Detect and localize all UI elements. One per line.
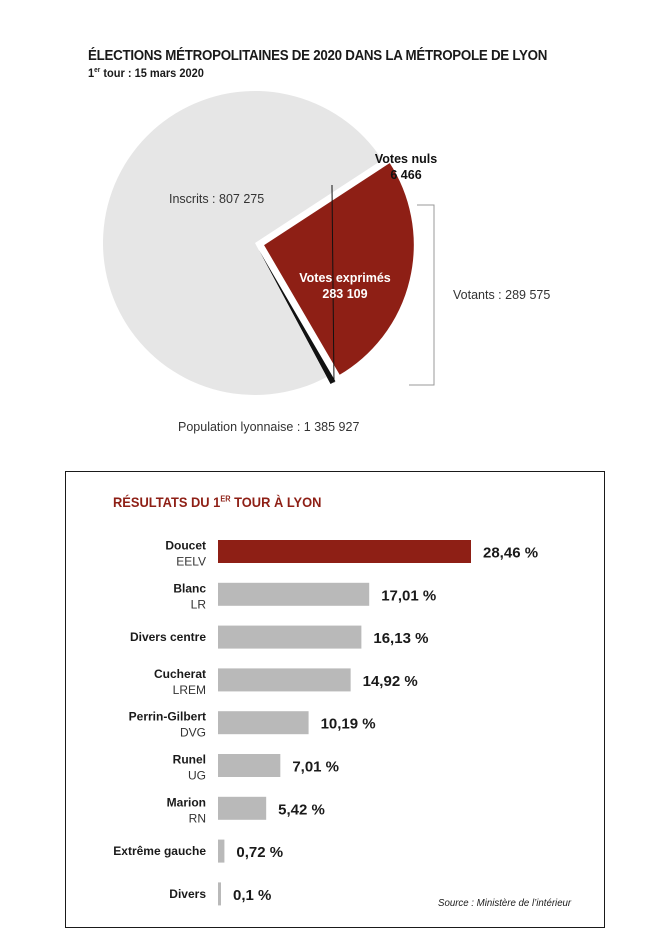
- results-title-pre: RÉSULTATS DU 1: [113, 494, 221, 510]
- bars: [113, 539, 538, 906]
- nuls-label: Votes nuls: [374, 152, 438, 166]
- bar: [218, 583, 369, 606]
- exprimes-value: 283 109: [322, 287, 368, 301]
- bar-value-label: 10,19 %: [320, 715, 376, 733]
- bar: [218, 711, 309, 734]
- population-label: Population lyonnaise : 1 385 927: [178, 420, 360, 434]
- subtitle-ordinal: 1: [88, 66, 95, 80]
- bar-party-label: EELV: [176, 554, 206, 569]
- nuls-value: 6 466: [390, 168, 422, 182]
- bar: [218, 797, 266, 820]
- bar-category-label: Divers centre: [129, 630, 206, 645]
- bar-party-label: LREM: [172, 682, 206, 697]
- bar-party-label: DVG: [179, 725, 206, 740]
- bar: [218, 882, 221, 905]
- bar-category-label: Runel: [172, 752, 206, 767]
- results-title-post: TOUR À LYON: [230, 494, 322, 510]
- bar-value-label: 7,01 %: [292, 758, 340, 776]
- bar-category-label: Doucet: [165, 538, 206, 553]
- bar: [218, 668, 351, 691]
- bar-party-label: RN: [188, 811, 206, 826]
- bar-category-label: Divers: [169, 886, 206, 901]
- bar-category-label: Extrême gauche: [113, 844, 206, 859]
- bar-value-label: 16,13 %: [373, 630, 429, 648]
- bar-value-label: 0,72 %: [236, 844, 284, 862]
- bar-category-label: Perrin-Gilbert: [128, 709, 206, 724]
- bar: [218, 626, 361, 649]
- bar-party-label: UG: [188, 768, 206, 783]
- bar-value-label: 5,42 %: [278, 801, 325, 819]
- exprimes-label: Votes exprimés: [299, 271, 391, 285]
- source-note: Source : Ministère de l’intérieur: [438, 897, 572, 909]
- bar-category-label: Cucherat: [153, 666, 206, 681]
- subtitle-rest: tour : 15 mars 2020: [100, 66, 204, 80]
- bar-category-label: Blanc: [173, 581, 206, 596]
- bar-value-label: 0,1 %: [233, 886, 272, 904]
- bar-value-label: 14,92 %: [362, 672, 418, 690]
- subtitle-sup: er: [94, 67, 101, 74]
- bar: [218, 540, 471, 563]
- bar: [218, 840, 224, 863]
- results-title-sup: ER: [220, 494, 231, 504]
- votants-label: Votants : 289 575: [453, 288, 551, 302]
- bar-category-label: Marion: [166, 795, 206, 810]
- bar-value-label: 17,01 %: [381, 587, 437, 605]
- bar: [218, 754, 280, 777]
- bar-party-label: LR: [190, 597, 206, 612]
- bar-value-label: 28,46 %: [483, 544, 539, 562]
- inscrits-label: Inscrits : 807 275: [169, 192, 265, 206]
- page-title: ÉLECTIONS MÉTROPOLITAINES DE 2020 DANS LA MÉTROPOLE DE LYON: [88, 48, 548, 64]
